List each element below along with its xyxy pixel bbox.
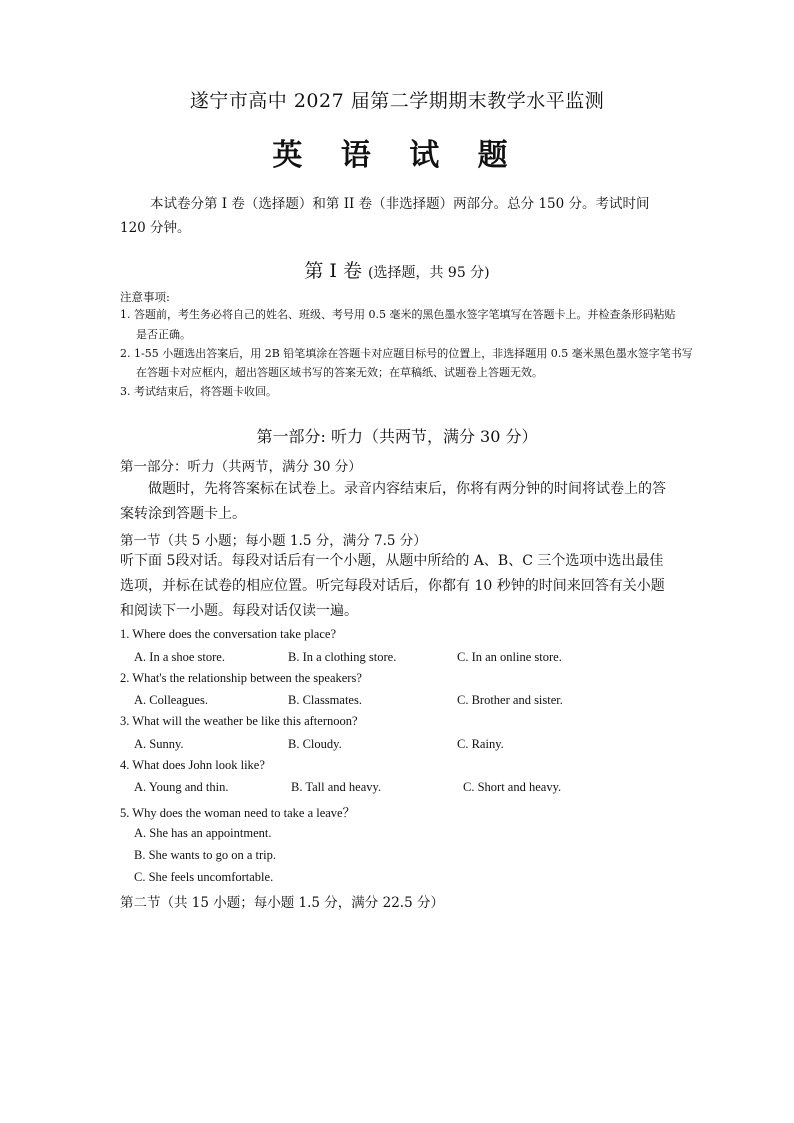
- intro-line-2: 120 分钟。: [120, 220, 191, 236]
- part1-instructions: 做题时，先将答案标在试卷上。录音内容结束后，你将有两分钟的时间将试卷上的答案转涂到答题卡上。: [120, 481, 666, 522]
- note-item: 在答题卡对应框内，超出答题区域书写的答案无效；在草稿纸、试题卷上答题无效。: [136, 366, 543, 379]
- section1-instructions: 听下面 5段对话。每段对话后有一个小题，从题中所给的 A、B、C 三个选项中选出最佳选项，并标在试卷的相应位置。听完每段对话后，你都有 10 秒钟的时间来回答有关小题和阅读下一小题。每段对话仅读一遍。: [120, 553, 665, 619]
- answer-option: A. She has an appointment.: [134, 826, 272, 840]
- answer-option: B. In a clothing store.: [288, 650, 397, 664]
- answer-option: B. Cloudy.: [288, 737, 342, 751]
- volume-note: (选择题，共 95 分): [368, 265, 490, 281]
- question-stem: 4. What does John look like?: [120, 758, 265, 772]
- note-item: 3. 考试结束后，将答题卡收回。: [120, 385, 277, 398]
- section1-heading: 第一节（共 5 小题；每小题 1.5 分，满分 7.5 分）: [120, 533, 427, 549]
- answer-option: A. Sunny.: [134, 737, 184, 751]
- answer-option: C. Brother and sister.: [457, 693, 563, 707]
- note-item: 2. 1-55 小题选出答案后，用 2B 铅笔填涂在答题卡对应题目标号的位置上，非选择题用 0.5 毫米黑色墨水签字笔书写: [120, 347, 693, 360]
- answer-option: B. Tall and heavy.: [291, 780, 382, 794]
- answer-option: A. Colleagues.: [134, 693, 208, 707]
- note-item: 1. 答题前，考生务必将自己的姓名、班级、考号用 0.5 毫米的黑色墨水签字笔填写在答题卡上。并检查条形码粘贴: [120, 308, 676, 321]
- answer-option: B. She wants to go on a trip.: [134, 848, 277, 862]
- section2-heading: 第二节（共 15 小题；每小题 1.5 分，满分 22.5 分）: [120, 895, 444, 911]
- note-item: 是否正确。: [136, 328, 191, 341]
- notes-heading: 注意事项:: [120, 290, 170, 304]
- volume-heading: [0, 256, 794, 283]
- question-stem: 3. What will the weather be like this afternoon?: [120, 714, 358, 728]
- part1-heading: 第一部分: 听力（共两节，满分 30 分）: [256, 427, 538, 446]
- question-stem: 5. Why does the woman need to take a leave？: [120, 806, 356, 820]
- subject-title: 英 语 试 题: [272, 138, 522, 173]
- answer-option: C. Short and heavy.: [463, 780, 562, 794]
- answer-option: C. In an online store.: [457, 650, 562, 664]
- answer-option: C. Rainy.: [457, 737, 504, 751]
- part1-heading-repeat: 第一部分：听力（共两节，满分 30 分）: [120, 459, 362, 475]
- exam-title: 遂宁市高中 2027 届第二学期期末教学水平监测: [189, 90, 605, 112]
- answer-option: B. Classmates.: [288, 693, 362, 707]
- volume-title: 第 I 卷: [304, 260, 362, 282]
- question-stem: 2. What's the relationship between the speakers?: [120, 671, 362, 685]
- answer-option: C. She feels uncomfortable.: [134, 870, 274, 884]
- question-stem: 1. Where does the conversation take place?: [120, 627, 336, 641]
- intro-line-1: 本试卷分第 I 卷（选择题）和第 II 卷（非选择题）两部分。总分 150 分。考试时间: [150, 196, 650, 212]
- answer-option: A. Young and thin.: [134, 780, 229, 794]
- answer-option: A. In a shoe store.: [134, 650, 225, 664]
